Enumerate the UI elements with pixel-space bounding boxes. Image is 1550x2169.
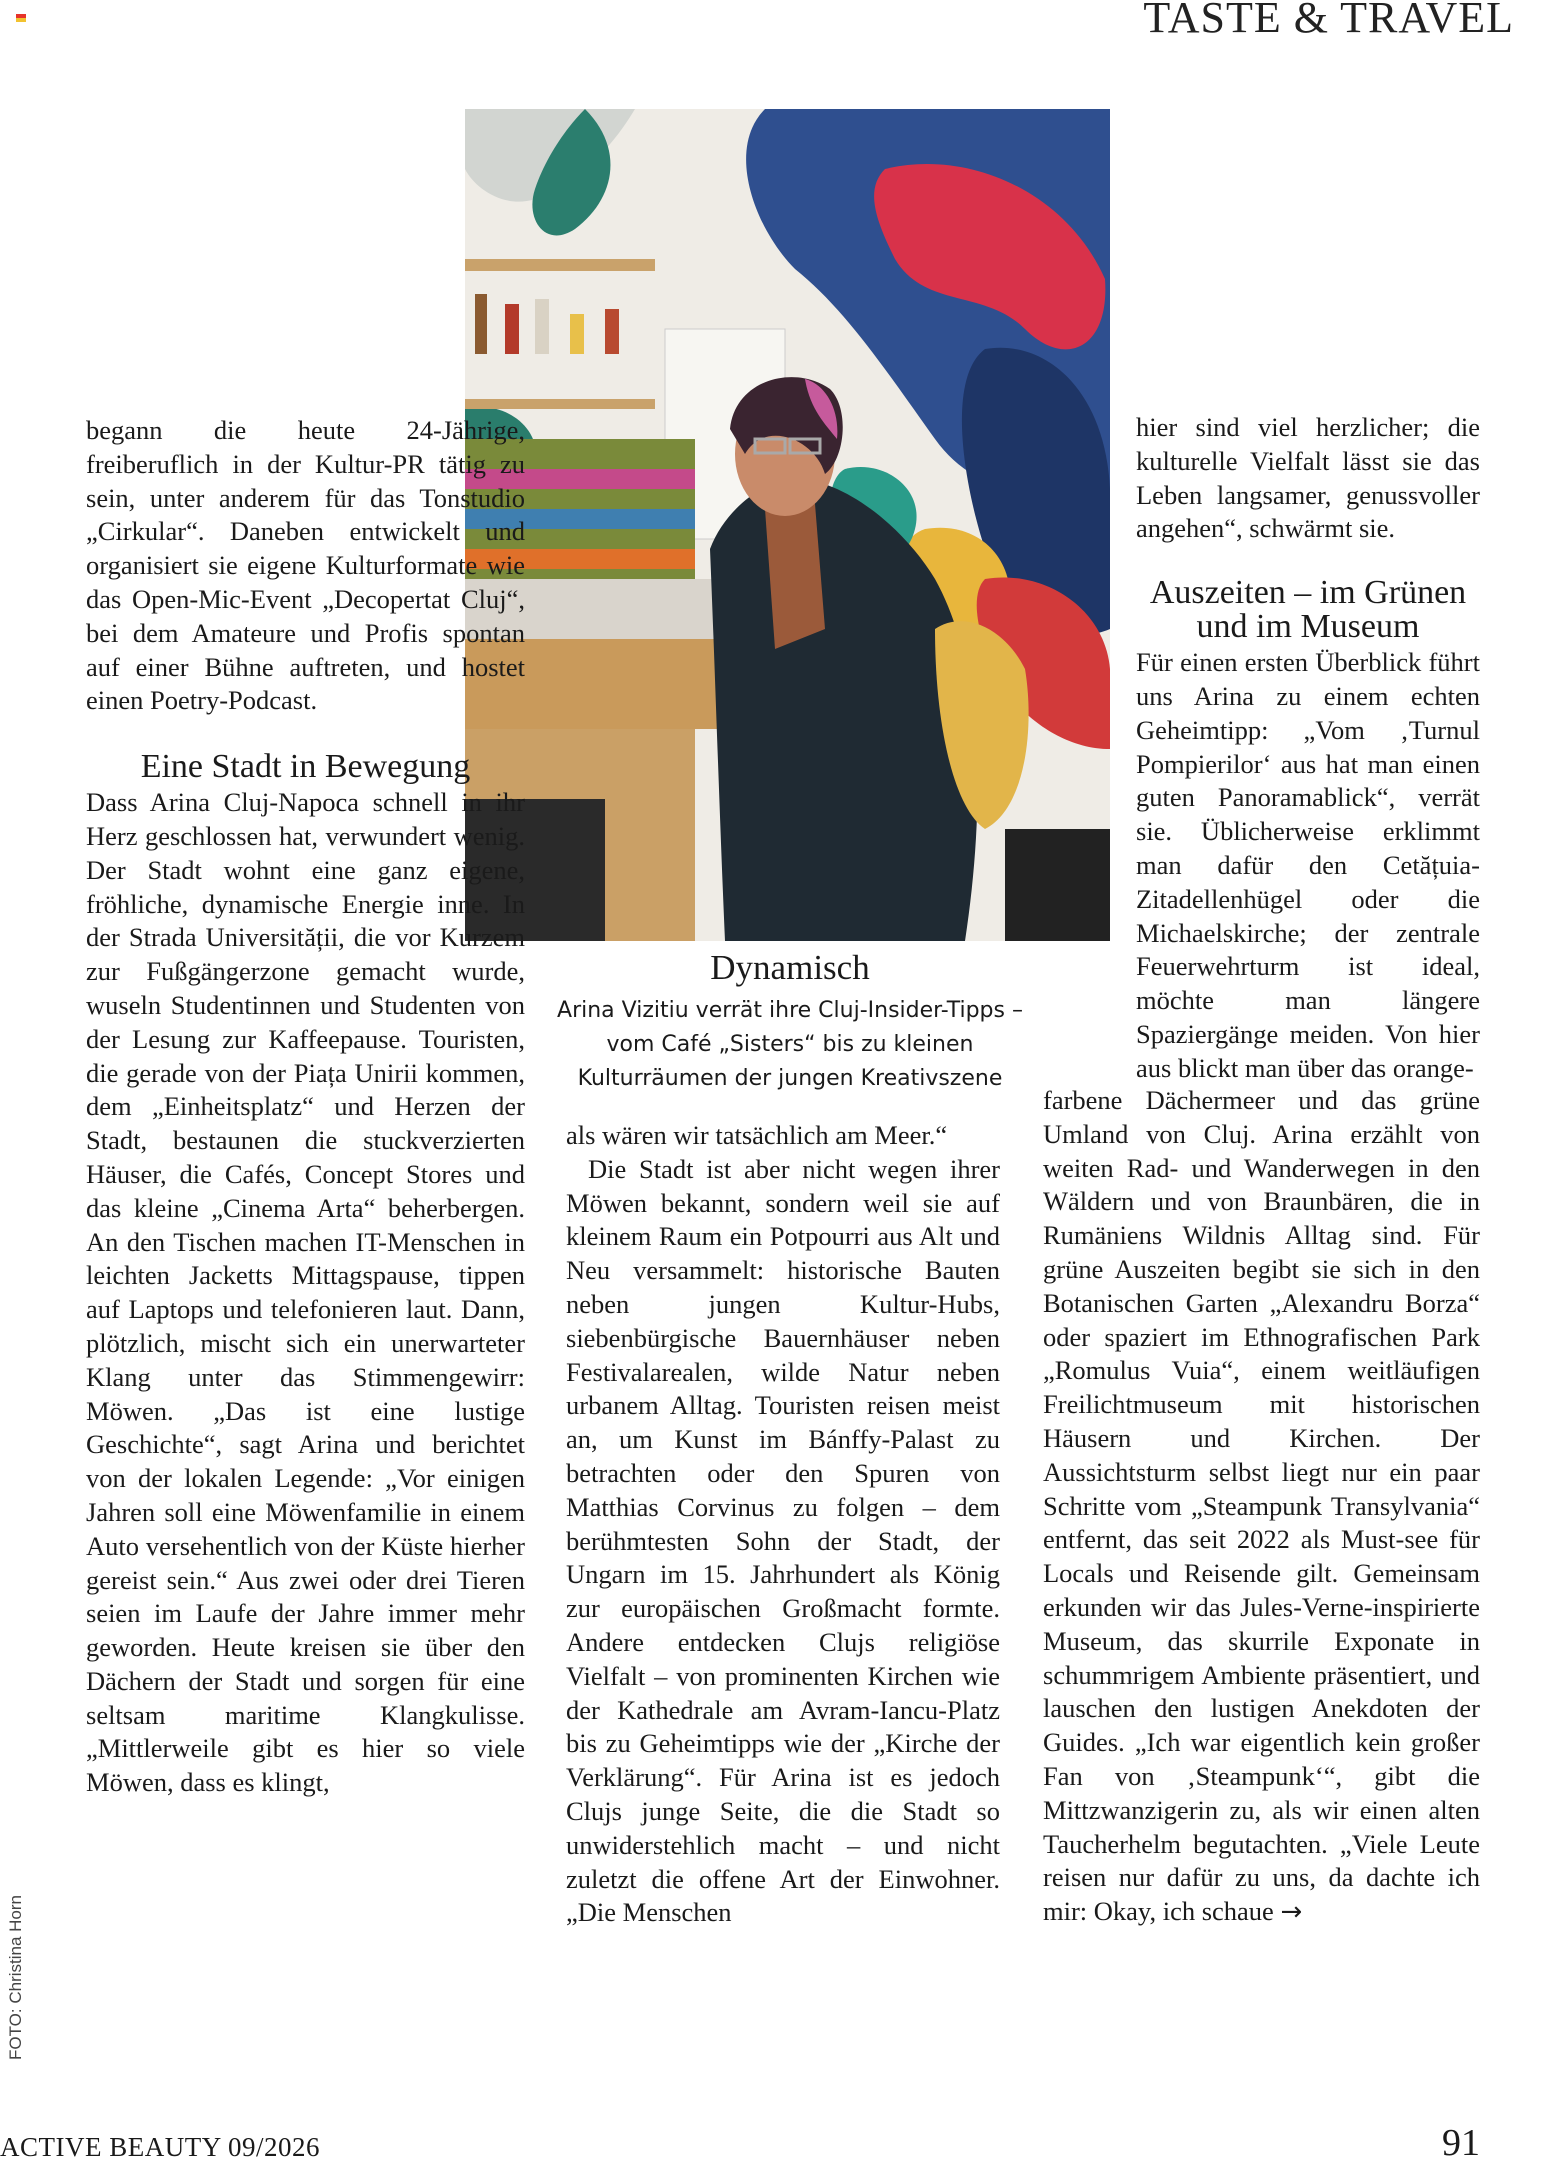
portrait-photo [465,109,1110,941]
mid-para-2: Die Stadt ist aber nicht wegen ihrer Möwen bekannt, sondern weil sie auf kleinem Raum ein Potpourri aus Alt und Neu versammelt: historische Bauten neben jungen Kultur-Hubs, siebenbürgische Bauernhäuser neben Festivalarealen, wilde Natur neben urbanem Alltag. Touristen reisen meist an, um Kunst im Bánffy-Palast zu betrachten oder den Spuren von Matthias Corvinus zu folgen – dem berühmtesten Sohn der Stadt, der Ungarn im 15. Jahrhundert als König zur europäischen Großmacht formte. Andere entdecken Clujs religiöse Vielfalt – von prominenten Kirchen wie der Kathedrale am Avram-Iancu-Platz bis zu Geheimtipps wie der „Kirche der Verklärung“. Für Arina ist es jedoch Clujs junge Seite, die die Stadt so unwiderstehlich macht – und nicht zuletzt die offene Art der Einwohner. „Die Menschen [566,1153,1000,1928]
right-column-bottom [1043,1084,1480,1930]
middle-column [566,1119,1000,1930]
photo-caption [540,948,1040,1096]
right-para-1: hier sind viel herzlicher; die kulturelle Vielfalt lässt sie das Leben langsamer, genussvoller angehen“, schwärmt sie. [1136,412,1480,544]
continue-arrow-icon: → [1280,1897,1303,1928]
right-column-top [1136,411,1480,1086]
section-title: TASTE & TRAVEL [1143,0,1514,42]
caption-title: Dynamisch [710,948,870,987]
mid-para-1: als wären wir tatsächlich am Meer.“ [566,1120,948,1150]
left-column [86,414,525,1800]
right-para-2b: farbene Dächermeer und das grüne Umland von Cluj. Arina erzählt von weiten Rad- und Wanderwegen in den Wäldern und von Braunbären, die in Rumäniens Wildnis Alltag sind. Für grüne Auszeiten begibt sie sich in den Botanischen Garten „Alexandru Borza“ oder spaziert im Ethnografischen Park „Romulus Vuia“, einem weitläufigen Freilichtmuseum mit historischen Häusern und Kirchen. Der Aussichtsturm selbst liegt nur ein paar Schritte vom „Steampunk Transylvania“ entfernt, das seit 2022 als Must-see für Locals und Reisende gilt. Gemeinsam erkunden wir das Jules-Verne-inspirierte Museum, das skurrile Exponate in schummrigem Ambiente präsentiert, und lauschen den lustigen Anekdoten der Guides. „Ich war eigentlich kein großer Fan von ‚Steampunk‘“, gibt die Mittzwanzigerin zu, als wir einen alten Taucherhelm begutachten. „Viele Leute reisen nur dafür zu uns, da dachte ich mir: Okay, ich schaue → [1043,1085,1480,1928]
photo-credit: FOTO: Christina Horn [6,1894,25,2060]
page-number: 91 [1442,2122,1480,2164]
left-para-2: Dass Arina Cluj-Napoca schnell in ihr Herz geschlossen hat, verwundert wenig. Der Stadt wohnt eine ganz eigene, fröhliche, dynamische Energie inne. In der Strada Universității, die vor Kurzem zur Fußgängerzone gemacht wurde, wuseln Studentinnen und Studenten von der Lesung zur Kaffeepause. Touristen, die gerade von der Piața Unirii kommen, dem „Einheitsplatz“ und Herzen der Stadt, bestaunen die stuckverzierten Häuser, die Cafés, Concept Stores und das kleine „Cinema Arta“ beherbergen. An den Tischen machen IT-Menschen in leichten Jacketts Mittagspause, tippen auf Laptops und telefonieren laut. Dann, plötzlich, mischt sich ein unerwarteter Klang unter das Stimmengewirr: Möwen. „Das ist eine lustige Geschichte“, sagt Arina und berichtet von der lokalen Legende: „Vor einigen Jahren soll eine Möwenfamilie in einem Auto versehentlich von der Küste hierher gereist sein.“ Aus zwei oder drei Tieren seien im Laufe der Jahre immer mehr geworden. Heute kreisen sie über den Dächern der Stadt und sorgen für eine seltsam maritime Klangkulisse. „Mittlerweile gibt es hier so viele Möwen, dass es klingt, [86,787,525,1798]
left-para-1: begann die heute 24-Jährige, freiberuflich in der Kultur-PR tätig zu sein, unter anderem für das Tonstudio „Cirkular“. Daneben entwickelt und organisiert sie eigene Kulturformate wie das Open-Mic-Event „Decopertat Cluj“, bei dem Amateure und Profis spontan auf einer Bühne auftreten, und hostet einen Poetry-Podcast. [86,415,525,716]
corner-mark [16,14,26,22]
caption-text: Arina Vizitiu verrät ihre Cluj-Insider-Tipps – vom Café „Sisters“ bis zu kleinen Kulturräumen der jungen Kreativszene [557,998,1023,1091]
subhead-stadt: Eine Stadt in Bewegung [140,748,471,786]
subhead-auszeiten: Auszeiten – im Grünen und im Museum [1149,574,1467,646]
footer-magazine: ACTIVE BEAUTY 09/2026 [0,2132,320,2162]
right-para-2a: Für einen ersten Überblick führt uns Arina zu einem echten Geheimtipp: „Vom ‚Turnul Pompierilor‘ aus hat man einen guten Panoramablick“, verrät sie. Üblicherweise erklimmt man dafür den Cetățuia-Zitadellenhügel oder die Michaelskirche; der zentrale Feuerwehrturm ist ideal, möchte man längere Spaziergänge meiden. Von hier aus blickt man über das orange- [1136,647,1480,1083]
